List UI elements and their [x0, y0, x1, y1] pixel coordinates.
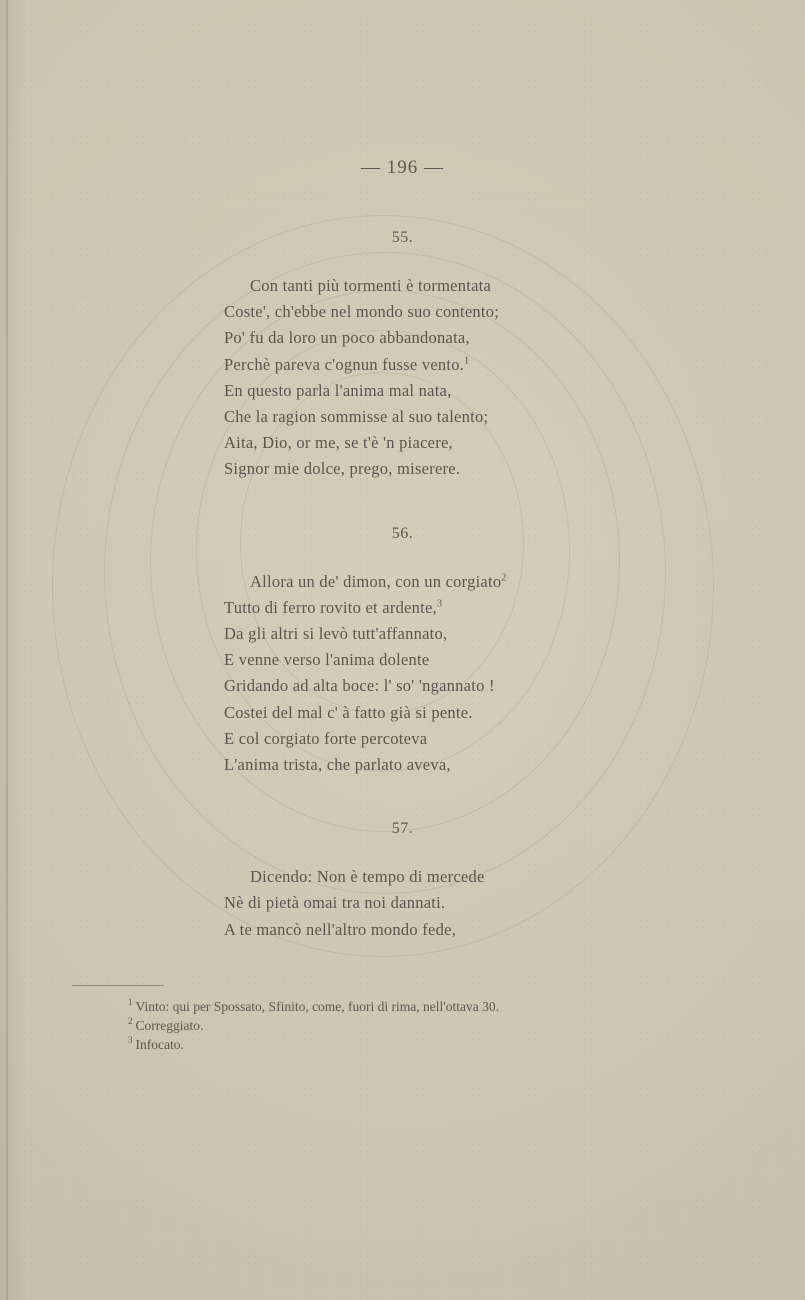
page-number: — 196 — — [361, 157, 444, 178]
footnote-marker: 2 — [128, 1016, 133, 1027]
footnote-item — [72, 1016, 712, 1035]
footnote-marker: 3 — [128, 1035, 133, 1046]
stanza-57 — [0, 864, 805, 943]
footnote-item — [72, 997, 712, 1016]
verse-line — [224, 595, 584, 621]
stanza-56 — [0, 569, 805, 779]
stanza-55-lines — [224, 273, 584, 483]
stanza-55 — [0, 273, 805, 483]
verse-text: L'anima trista, che parlato aveva, — [224, 755, 451, 775]
footnote-text: Vinto: qui per Spossato, Sfinito, come, fuori di rima, nell'ottava 30. — [135, 998, 499, 1014]
verse-line — [224, 569, 584, 595]
verse-line — [224, 299, 584, 325]
verse-line — [224, 430, 584, 456]
verse-line — [224, 726, 584, 752]
verse-line — [224, 352, 584, 378]
verse-text: Con tanti più tormenti è tormentata — [250, 276, 492, 295]
verse-text: Perchè pareva c'ognun fusse vento. — [224, 354, 465, 374]
verse-text: E col corgiato forte percoteva — [224, 728, 428, 748]
stanza-number-57: 57. — [391, 820, 414, 838]
verse-text: Costei del mal c' à fatto già si pente. — [224, 702, 473, 722]
footnote-separator — [72, 985, 164, 986]
stanza-number-55: 55. — [391, 229, 414, 246]
verse-line — [224, 647, 584, 673]
verse-text: Tutto di ferro rovito et ardente, — [224, 597, 437, 617]
verse-text: E venne verso l'anima dolente — [224, 650, 430, 670]
verse-text: Signor mie dolce, prego, miserere. — [224, 459, 461, 479]
stanza-56-lines — [224, 569, 584, 779]
verse-text: Da gli altri si levò tutt'affannato, — [224, 624, 448, 644]
stanza-57-lines — [224, 864, 584, 943]
footnote-marker: 1 — [128, 997, 133, 1008]
verse-line — [224, 621, 584, 647]
verse-line — [224, 752, 584, 778]
verse-text: Dicendo: Non è tempo di mercede — [250, 867, 485, 887]
footnotes — [72, 997, 712, 1054]
verse-text: Po' fu da loro un poco abbandonata, — [224, 328, 470, 348]
verse-line — [224, 864, 584, 890]
verse-line — [224, 404, 584, 430]
verse-text: Nè di pietà omai tra noi dannati. — [224, 893, 446, 913]
verse-text: Coste', ch'ebbe nel mondo suo contento; — [224, 302, 500, 322]
footnote-ref[interactable]: 2 — [501, 572, 507, 584]
verse-line — [224, 917, 584, 943]
stanza-number-56: 56. — [391, 524, 414, 542]
verse-line — [224, 325, 584, 351]
footnote-item — [72, 1035, 712, 1054]
footnote-text: Infocato. — [135, 1036, 184, 1052]
verse-text: Gridando ad alta boce: l' so' 'ngannato ! — [224, 676, 495, 696]
footnote-text: Correggiato. — [135, 1017, 204, 1033]
verse-line — [224, 673, 584, 699]
verse-line — [224, 378, 584, 404]
verse-line — [224, 890, 584, 916]
footnote-ref[interactable]: 1 — [464, 355, 470, 367]
verse-text: Aita, Dio, or me, se t'è 'n piacere, — [224, 433, 453, 453]
verse-line — [224, 700, 584, 726]
verse-text: Che la ragion sommisse al suo talento; — [224, 407, 489, 427]
verse-line — [224, 456, 584, 482]
verse-text: A te mancò nell'altro mondo fede, — [224, 919, 457, 939]
verse-text: En questo parla l'anima mal nata, — [224, 380, 452, 400]
verse-text: Allora un de' dimon, con un corgiato — [250, 571, 502, 591]
footnote-ref[interactable]: 3 — [436, 598, 443, 610]
verse-line — [224, 273, 584, 299]
